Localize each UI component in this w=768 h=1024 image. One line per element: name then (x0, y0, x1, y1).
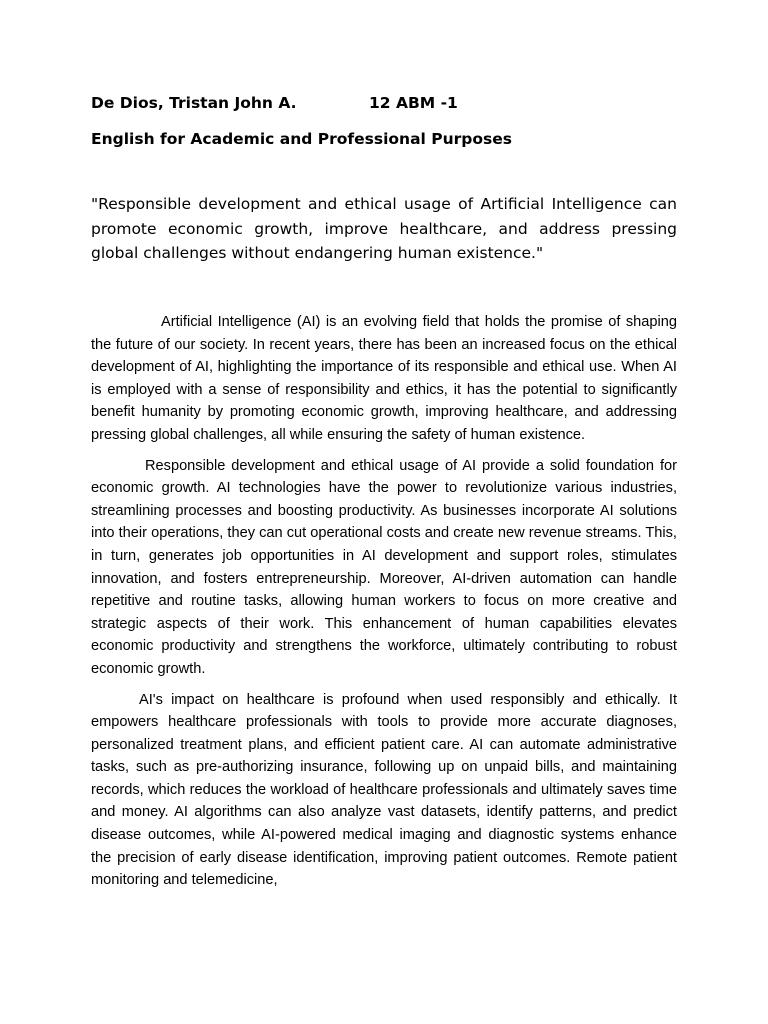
paragraph-economic-growth: Responsible development and ethical usage of AI provide a solid foundation for economic growth. AI technologies have the power to revolutionize various industries, streamlining processes and boosting productivity. As businesses incorporate AI solutions into their operations, they can cut operational costs and create new revenue streams. This, in turn, generates job opportunities in AI development and support roles, stimulates innovation, and fosters entrepreneurship. Moreover, AI-driven automation can handle repetitive and routine tasks, allowing human workers to focus on more creative and strategic aspects of their work. This enhancement of human capabilities elevates economic productivity and strengthens the workforce, ultimately contributing to robust economic growth. (91, 457, 677, 677)
author-name: De Dios, Tristan John A. (91, 94, 297, 112)
class-section: 12 ABM -1 (369, 94, 458, 112)
paragraph-healthcare: AI's impact on healthcare is profound when used responsibly and ethically. It empowers healthcare professionals with tools to provide more accurate diagnoses, personalized treatment plans, and efficient patient care. AI can automate administrative tasks, such as pre-authorizing insurance, following up on unpaid bills, and maintaining records, which reduces the workload of healthcare professionals and ultimately saves time and money. AI algorithms can also analyze vast datasets, identify patterns, and predict disease outcomes, while AI-powered medical imaging and diagnostic systems enhance the precision of early disease identification, improving patient outcomes. Remote patient monitoring and telemedicine, (91, 691, 677, 889)
author-line (91, 92, 691, 114)
course-title: English for Academic and Professional Purposes (91, 130, 512, 148)
document-header (91, 92, 691, 150)
paragraph-introduction: Artificial Intelligence (AI) is an evolving field that holds the promise of shaping the future of our society. In recent years, there has been an increased focus on the ethical development of AI, highlighting the importance of its responsible and ethical use. When AI is employed with a sense of responsibility and ethics, it has the potential to significantly benefit humanity by promoting economic growth, improving healthcare, and addressing pressing global challenges, all while ensuring the safety of human existence. (91, 314, 677, 443)
thesis-statement: "Responsible development and ethical usage of Artificial Intelligence can promote economic growth, improve healthcare, and address pressing global challenges without endangering human existence." (91, 195, 677, 262)
essay-body (91, 311, 677, 900)
